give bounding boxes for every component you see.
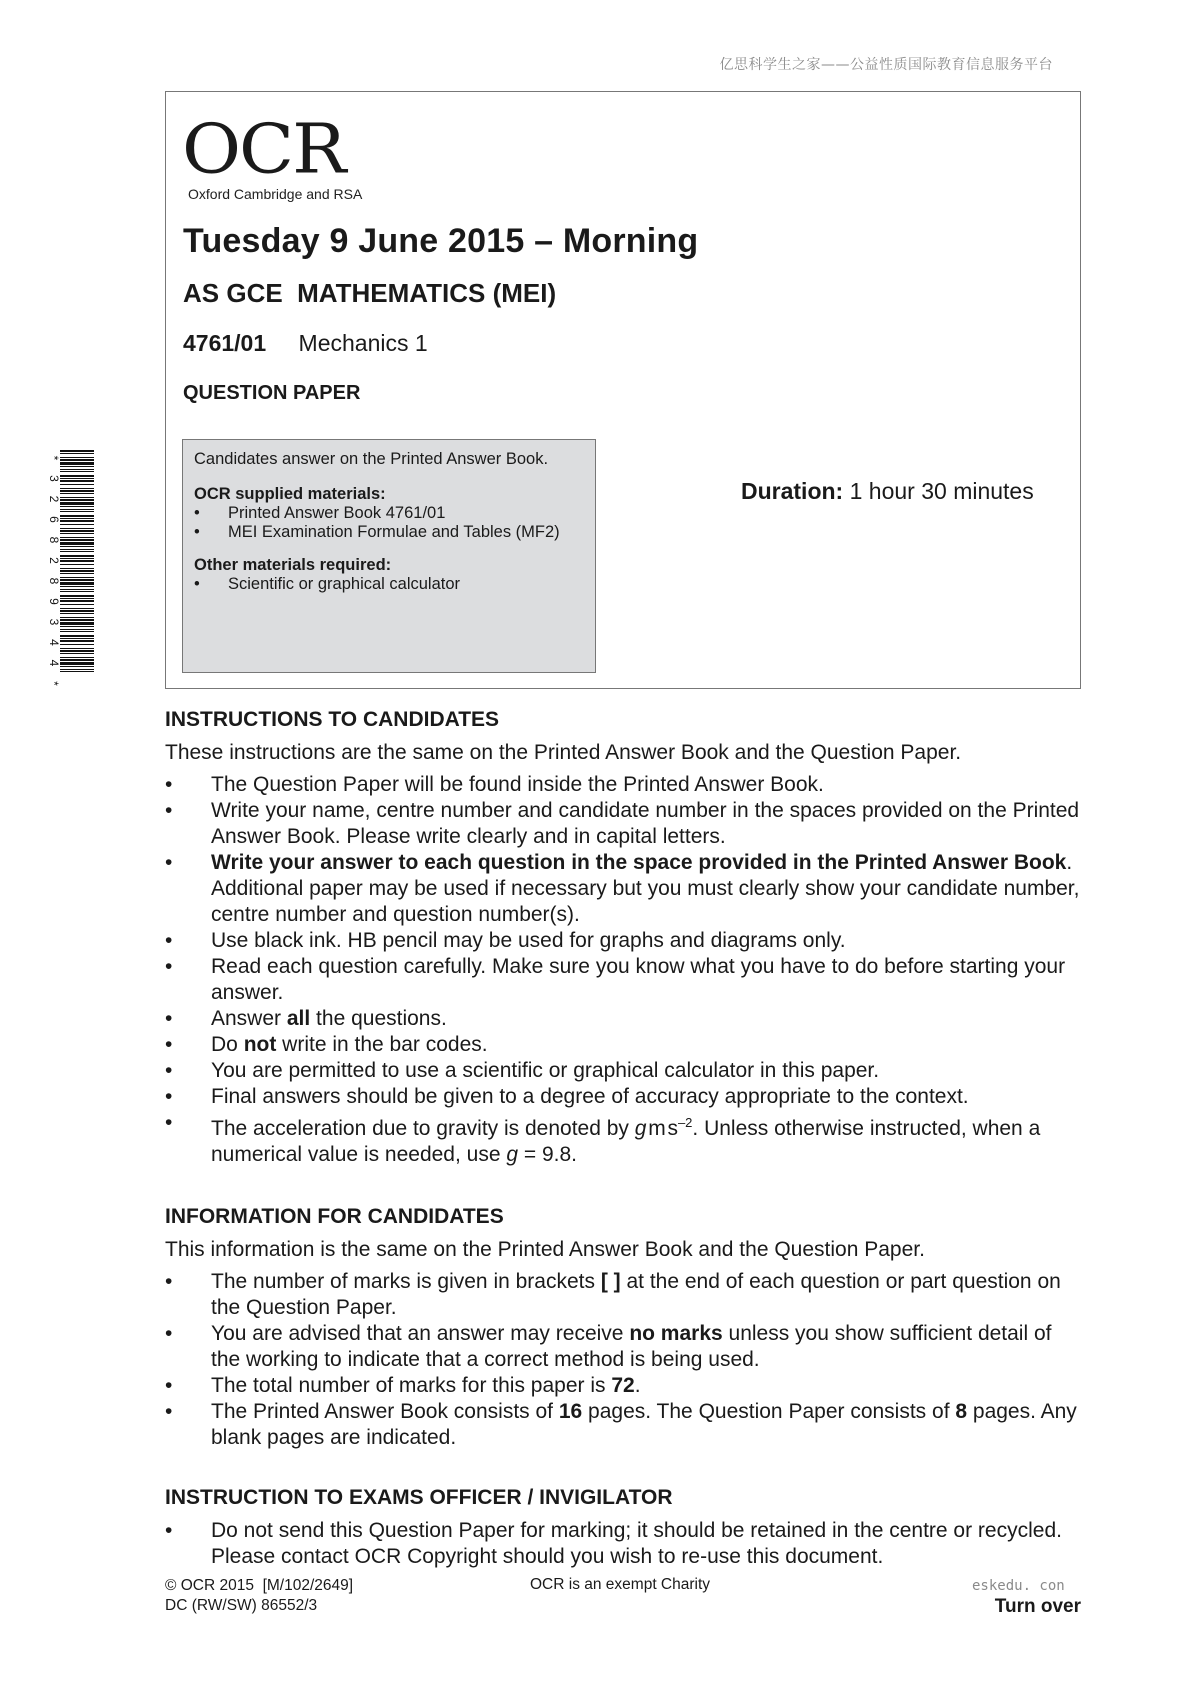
barcode-digit: 6 bbox=[47, 516, 61, 523]
footer-watermark: eskedu. con bbox=[972, 1578, 1065, 1594]
barcode-bar bbox=[60, 589, 94, 590]
barcode-bar bbox=[60, 662, 94, 665]
barcode-bar bbox=[60, 579, 94, 581]
officer-item: • Do not send this Question Paper for marking; it should be retained in the centre or recycled. Please contact OCR Copyright should you wish to re-use this document. bbox=[165, 1519, 1062, 1568]
barcode-bar bbox=[60, 528, 94, 529]
barcode-bar bbox=[60, 622, 94, 625]
barcode-bar bbox=[60, 640, 94, 642]
barcode-bar bbox=[60, 659, 94, 661]
barcode-bar bbox=[60, 530, 94, 532]
barcode-bar bbox=[60, 631, 94, 632]
barcode-bar bbox=[60, 638, 94, 639]
required-heading: Other materials required: bbox=[194, 556, 392, 574]
barcode-bar bbox=[60, 629, 94, 630]
barcode-bar bbox=[60, 626, 94, 627]
barcode bbox=[44, 450, 96, 686]
barcode-bar bbox=[60, 462, 94, 465]
barcode-bar bbox=[60, 555, 94, 557]
ocr-logo bbox=[182, 108, 363, 202]
barcode-bar bbox=[60, 450, 94, 452]
barcode-bar bbox=[60, 466, 94, 467]
barcode-bar bbox=[60, 459, 94, 461]
barcode-bar bbox=[60, 520, 94, 522]
instruction-item: • Use black ink. HB pencil may be used for graphs and diagrams only. bbox=[165, 929, 846, 952]
information-item: • The total number of marks for this paper is 72. bbox=[165, 1374, 641, 1397]
officer-section bbox=[165, 1486, 1085, 1570]
barcode-bar bbox=[60, 644, 94, 645]
duration bbox=[741, 478, 1034, 505]
barcode-bar bbox=[60, 586, 94, 587]
barcode-bar bbox=[60, 490, 94, 492]
supplied-heading: OCR supplied materials: bbox=[194, 485, 386, 503]
officer-title: INSTRUCTION TO EXAMS OFFICER / INVIGILATOR bbox=[165, 1486, 673, 1509]
footer-ref: DC (RW/SW) 86552/3 bbox=[165, 1597, 318, 1614]
instruction-item: • Read each question carefully. Make sure you know what you have to do before starting your answer. bbox=[165, 955, 1066, 1004]
barcode-bar bbox=[60, 573, 94, 574]
barcode-bar bbox=[60, 591, 94, 592]
barcode-bar bbox=[60, 480, 94, 482]
barcode-digit: 8 bbox=[47, 536, 61, 544]
barcode-bar bbox=[60, 533, 94, 534]
barcode-digit: * bbox=[47, 681, 61, 686]
barcode-bar bbox=[60, 518, 94, 519]
instructions-title: INSTRUCTIONS TO CANDIDATES bbox=[165, 708, 500, 731]
barcode-bar bbox=[60, 568, 94, 569]
instruction-item: • Answer all the questions. bbox=[165, 1007, 447, 1030]
barcode-bar bbox=[60, 546, 94, 547]
barcode-bar bbox=[60, 515, 94, 517]
barcode-bar bbox=[60, 493, 94, 494]
barcode-bar bbox=[60, 617, 94, 618]
unit-name: Mechanics 1 bbox=[298, 330, 428, 356]
barcode-digit: 4 bbox=[47, 659, 61, 667]
instructions-section bbox=[165, 708, 1085, 1168]
instructions-intro: These instructions are the same on the Printed Answer Book and the Question Paper. bbox=[165, 741, 962, 764]
barcode-bar bbox=[60, 509, 94, 510]
barcode-bar bbox=[60, 469, 94, 470]
paper-type: QUESTION PAPER bbox=[183, 382, 361, 404]
barcode-digit: * bbox=[47, 455, 61, 461]
instruction-item: • Do not write in the bar codes. bbox=[165, 1033, 488, 1056]
barcode-bar bbox=[60, 537, 94, 538]
barcode-bar bbox=[60, 453, 94, 454]
information-intro: This information is the same on the Printed Answer Book and the Question Paper. bbox=[165, 1238, 925, 1261]
barcode-bar bbox=[60, 502, 94, 505]
barcode-bar bbox=[60, 506, 94, 507]
barcode-bar bbox=[60, 475, 94, 477]
instruction-item: • Final answers should be given to a degree of accuracy appropriate to the context. bbox=[165, 1085, 969, 1108]
barcode-digit: 8 bbox=[47, 577, 61, 585]
barcode-bar bbox=[60, 600, 94, 602]
information-item: • You are advised that an answer may receive no marks unless you show sufficient detail of the working to indicate that a correct method is being used. bbox=[165, 1322, 1052, 1371]
required-item: • Scientific or graphical calculator bbox=[194, 575, 461, 593]
barcode-bar bbox=[60, 560, 94, 562]
barcode-bar bbox=[60, 551, 94, 552]
barcode-bar bbox=[60, 671, 94, 672]
instruction-item: • You are permitted to use a scientific or graphical calculator in this paper. bbox=[165, 1059, 880, 1082]
barcode-bar bbox=[60, 657, 94, 658]
barcode-digit: 9 bbox=[47, 598, 61, 605]
qualification: AS GCE MATHEMATICS (MEI) bbox=[183, 278, 557, 308]
barcode-bar bbox=[60, 511, 94, 512]
barcode-bar bbox=[60, 648, 94, 649]
barcode-bar bbox=[60, 471, 94, 472]
cover-box bbox=[165, 91, 1081, 689]
supplied-item: • MEI Examination Formulae and Tables (MF2) bbox=[194, 523, 560, 541]
duration-label: Duration: bbox=[741, 478, 844, 504]
barcode-bar bbox=[60, 549, 94, 550]
instruction-item: • Write your answer to each question in the space provided in the Printed Answer Book. Additional paper may be used if necessary but you must clearly show your candidate number, centre number and question number(s). bbox=[165, 851, 1080, 926]
materials-box bbox=[182, 439, 596, 673]
information-section bbox=[165, 1205, 1085, 1451]
exam-date: Tuesday 9 June 2015 – Morning bbox=[183, 222, 699, 260]
barcode-bar bbox=[60, 604, 94, 605]
turn-over: Turn over bbox=[994, 1596, 1081, 1617]
unit-line bbox=[183, 330, 428, 357]
barcode-digit: 2 bbox=[47, 495, 61, 503]
barcode-bar bbox=[60, 524, 94, 525]
barcode-bar bbox=[60, 669, 94, 670]
supplied-item: • Printed Answer Book 4761/01 bbox=[194, 504, 446, 522]
barcode-bar bbox=[60, 497, 94, 498]
barcode-digit: 4 bbox=[47, 639, 61, 646]
duration-value: 1 hour 30 minutes bbox=[849, 478, 1034, 504]
barcode-bar bbox=[60, 539, 94, 541]
barcode-bar bbox=[60, 577, 94, 578]
logo-wordmark: OCR bbox=[182, 108, 345, 189]
unit-code: 4761/01 bbox=[183, 330, 267, 356]
instruction-item: • The acceleration due to gravity is denoted by g m $s^{-2}$. Unless otherwise instructed, when a numerical value is needed, use g = 9.8. bbox=[165, 1111, 1041, 1166]
barcode-digit: 3 bbox=[47, 618, 61, 626]
logo-subtitle: Oxford Cambridge and RSA bbox=[188, 186, 363, 202]
barcode-bar bbox=[60, 653, 94, 654]
barcode-bar bbox=[60, 598, 94, 599]
barcode-bar bbox=[60, 582, 94, 585]
answer-note: Candidates answer on the Printed Answer Book. bbox=[194, 450, 549, 468]
instruction-item: • The Question Paper will be found inside the Printed Answer Book. bbox=[165, 773, 824, 796]
footer-copyright: © OCR 2015 [M/102/2649] DC (RW/SW) 86552/3 bbox=[165, 1577, 354, 1614]
barcode-bar bbox=[60, 608, 94, 609]
barcode-digit: 2 bbox=[47, 557, 61, 564]
barcode-bar bbox=[60, 564, 94, 565]
information-item: • The Printed Answer Book consists of 16 pages. The Question Paper consists of 8 pages. Any blank pages are indicated. bbox=[165, 1400, 1077, 1449]
footer-charity: OCR is an exempt Charity bbox=[530, 1576, 711, 1593]
barcode-bar bbox=[60, 595, 94, 597]
barcode-bar bbox=[60, 570, 94, 572]
barcode-bar bbox=[60, 650, 94, 652]
barcode-bar bbox=[60, 619, 94, 621]
information-title: INFORMATION FOR CANDIDATES bbox=[165, 1205, 504, 1228]
barcode-bar bbox=[60, 558, 94, 559]
instruction-item: • Write your name, centre number and candidate number in the spaces provided on the Printed Answer Book. Please write clearly and in capital letters. bbox=[165, 799, 1080, 848]
barcode-bar bbox=[60, 666, 94, 667]
barcode-bar bbox=[60, 457, 94, 458]
barcode-bar bbox=[60, 635, 94, 637]
barcode-bar bbox=[60, 484, 94, 485]
barcode-digit: 3 bbox=[47, 475, 61, 482]
top-watermark: 亿思科学生之家——公益性质国际教育信息服务平台 bbox=[719, 57, 1053, 73]
barcode-bar bbox=[60, 610, 94, 612]
barcode-bar bbox=[60, 488, 94, 489]
barcode-bar bbox=[60, 613, 94, 614]
barcode-bar bbox=[60, 478, 94, 479]
barcode-bar bbox=[60, 542, 94, 545]
information-item: • The number of marks is given in brackets [ ] at the end of each question or part question on the Question Paper. bbox=[165, 1270, 1061, 1319]
barcode-bar bbox=[60, 499, 94, 501]
